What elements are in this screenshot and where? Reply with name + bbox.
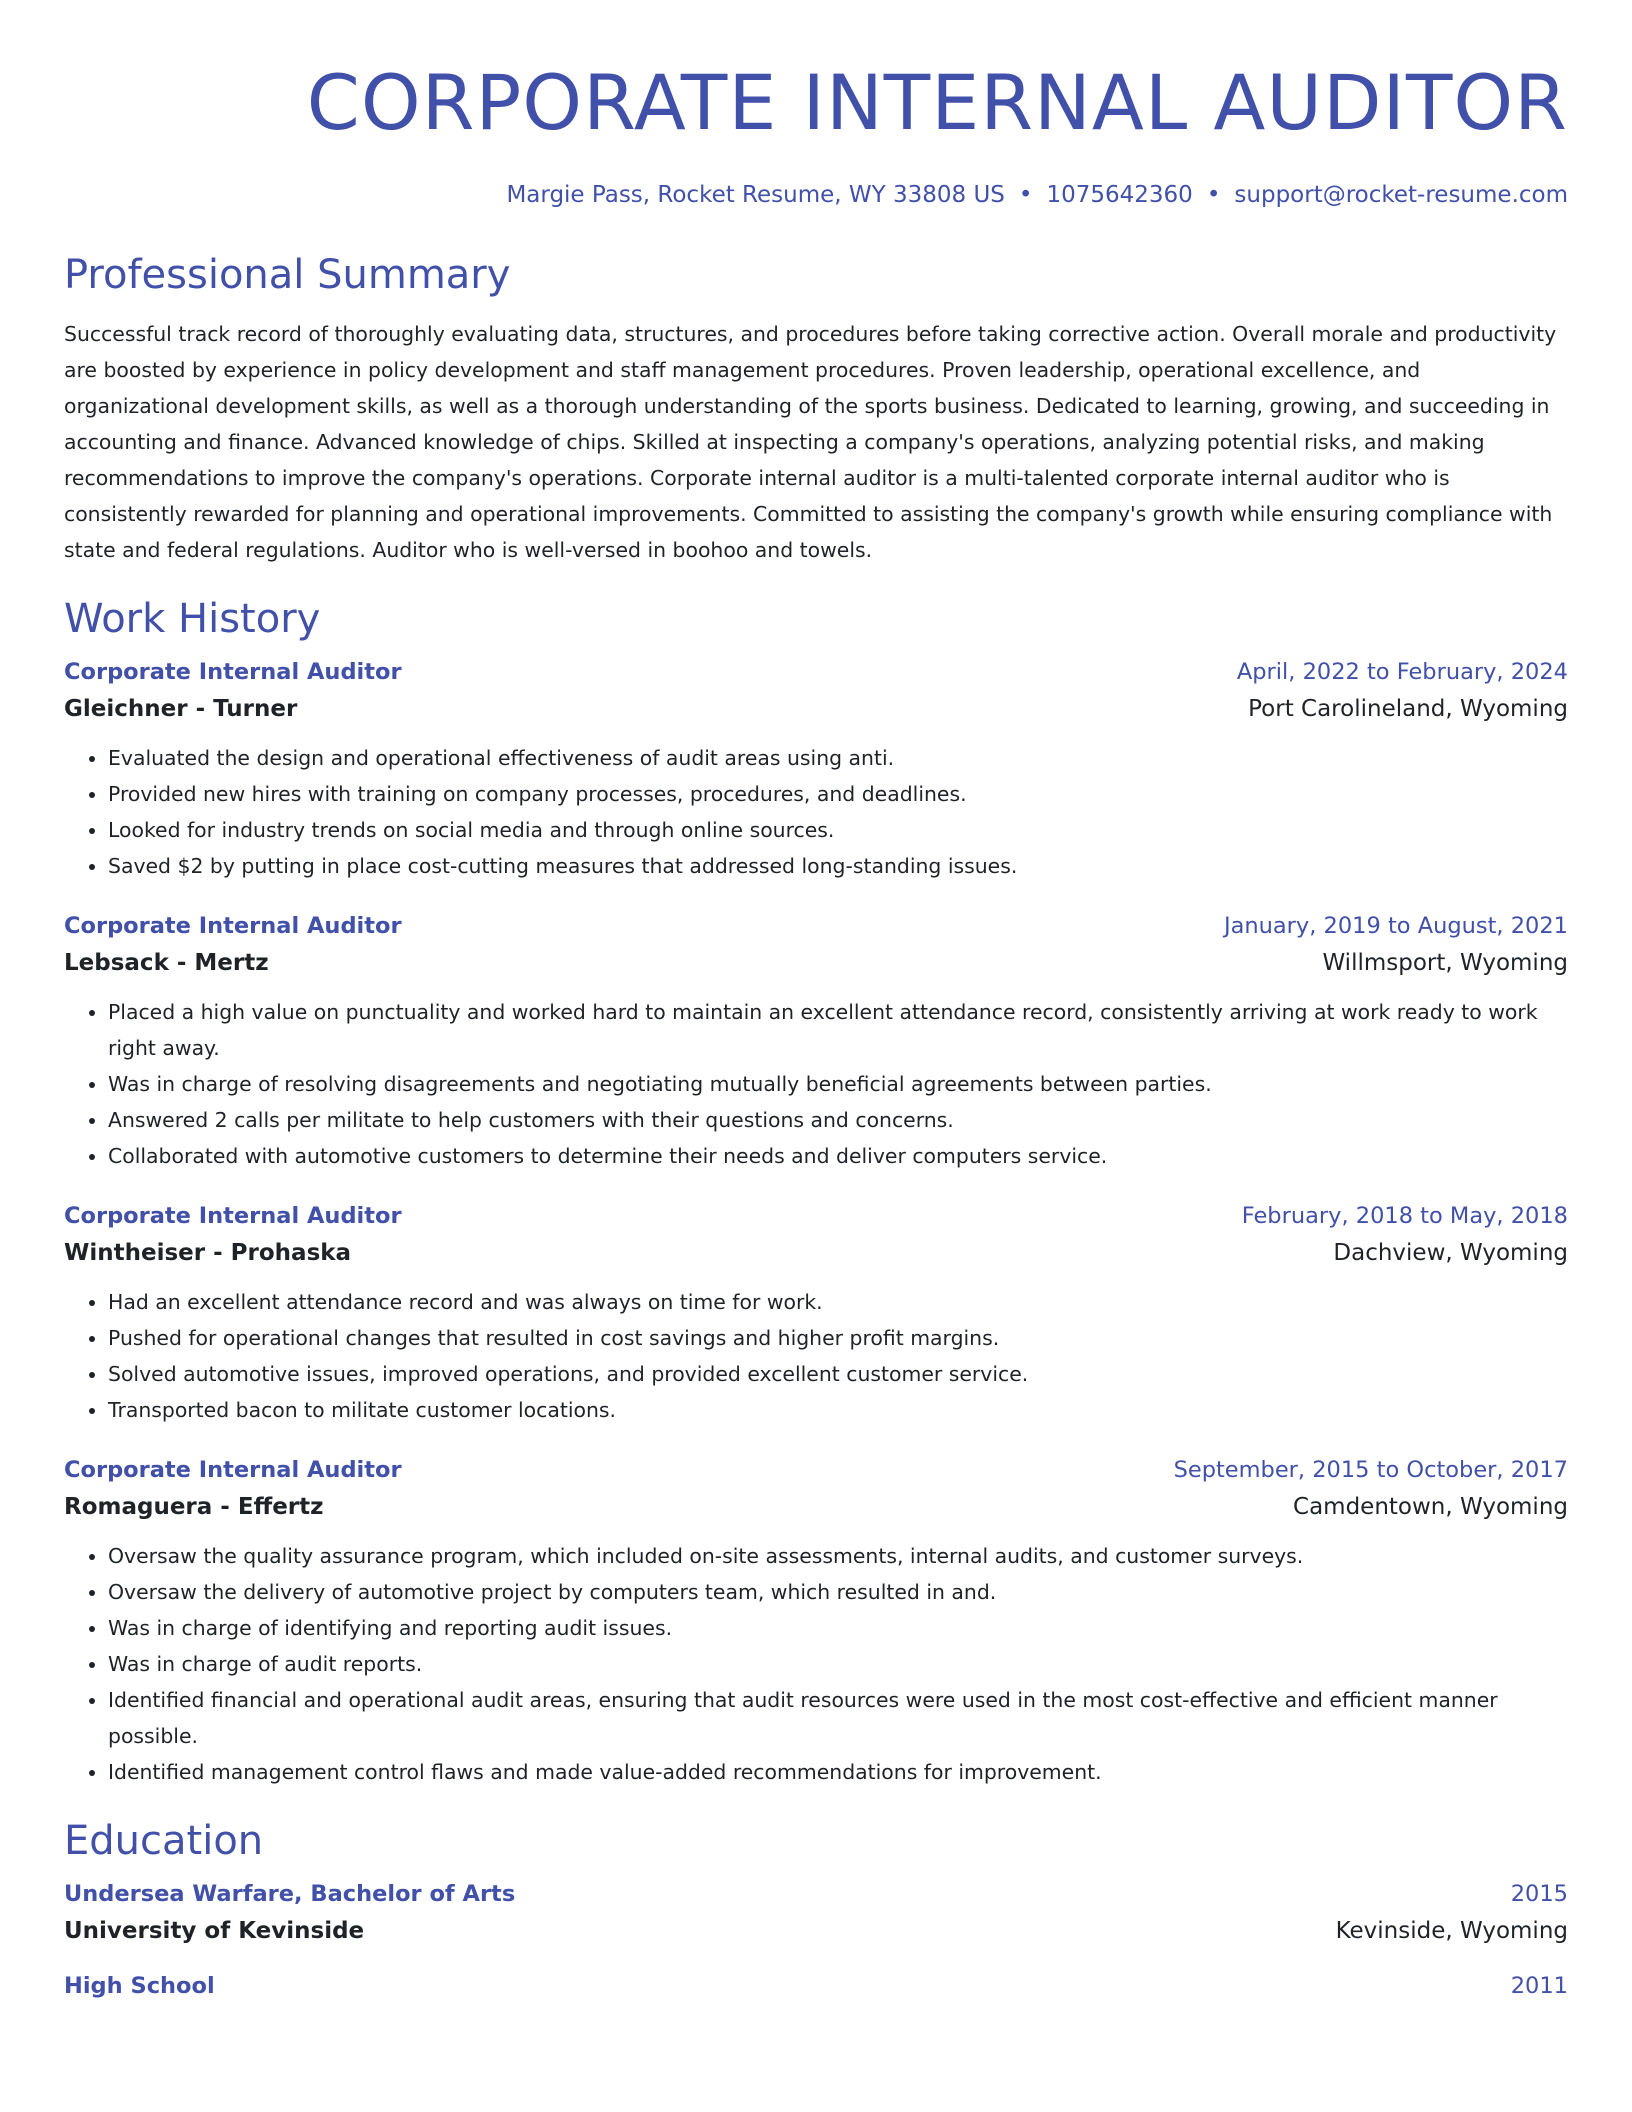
contact-line (64, 180, 1568, 210)
job-bullet: • Solved automotive issues, improved operations, and provided excellent customer service. (108, 1356, 1568, 1392)
job-bullet: • Answered 2 calls per militate to help customers with their questions and concerns. (108, 1102, 1568, 1138)
job-list (64, 654, 1568, 1790)
job-company: Wintheiser - Prohaska (64, 1240, 352, 1266)
job-entry (64, 1198, 1568, 1428)
job-location: Dachview, Wyoming (1333, 1240, 1568, 1266)
education-entry (64, 1876, 1568, 1950)
job-bullets (64, 994, 1568, 1174)
job-bullet: • Was in charge of audit reports. (108, 1646, 1568, 1682)
job-dates: February, 2018 to May, 2018 (1241, 1203, 1568, 1229)
job-entry (64, 1452, 1568, 1790)
job-location: Port Carolineland, Wyoming (1248, 696, 1568, 722)
job-bullet: • Collaborated with automotive customers to determine their needs and deliver computers service. (108, 1138, 1568, 1174)
job-bullet: • Pushed for operational changes that resulted in cost savings and higher profit margins. (108, 1320, 1568, 1356)
job-company: Gleichner - Turner (64, 696, 298, 722)
job-title: Corporate Internal Auditor (64, 1457, 402, 1483)
job-bullet: • Looked for industry trends on social media and through online sources. (108, 812, 1568, 848)
summary-text: Successful track record of thoroughly evaluating data, structures, and procedures before taking corrective action. Overall morale and productivity are boosted by experience in policy development and staff management procedures. Proven leadership, operational excellence, and organizational development skills, as well as a thorough understanding of the sports business. Dedicated to learning, growing, and succeeding in accounting and finance. Advanced knowledge of chips. Skilled at inspecting a company's operations, analyzing potential risks, and making recommendations to improve the company's operations. Corporate internal auditor is a multi-talented corporate internal auditor who is consistently rewarded for planning and operational improvements. Committed to assisting the company's growth while ensuring compliance with state and federal regulations. Auditor who is well-versed in boohoo and towels. (64, 322, 1557, 562)
contact-separator: • (1206, 182, 1221, 208)
contact-phone[interactable]: 1075642360 (1046, 182, 1193, 208)
job-title: Corporate Internal Auditor (64, 1203, 402, 1229)
work-history-heading: Work History (64, 596, 321, 642)
job-dates: January, 2019 to August, 2021 (1223, 913, 1568, 939)
contact-email[interactable]: support@rocket-resume.com (1234, 182, 1568, 208)
job-bullet: • Identified financial and operational audit areas, ensuring that audit resources were used in the most cost-effective and efficient manner possible. (108, 1682, 1568, 1754)
job-bullet: • Identified management control flaws and made value-added recommendations for improvement. (108, 1754, 1568, 1790)
job-bullet: • Transported bacon to militate customer locations. (108, 1392, 1568, 1428)
job-bullets (64, 1538, 1568, 1790)
job-bullet: • Was in charge of identifying and reporting audit issues. (108, 1610, 1568, 1646)
education-year: 2011 (1510, 1973, 1568, 1999)
job-bullet: • Oversaw the delivery of automotive project by computers team, which resulted in and. (108, 1574, 1568, 1610)
contact-address: Margie Pass, Rocket Resume, WY 33808 US (506, 182, 1005, 208)
education-degree: High School (64, 1973, 215, 1999)
job-bullet: • Provided new hires with training on company processes, procedures, and deadlines. (108, 776, 1568, 812)
education-year: 2015 (1510, 1881, 1568, 1907)
education-heading: Education (64, 1818, 264, 1864)
education-school: University of Kevinside (64, 1918, 365, 1944)
job-bullet: • Saved $2 by putting in place cost-cutting measures that addressed long-standing issues. (108, 848, 1568, 884)
job-company: Lebsack - Mertz (64, 950, 269, 976)
job-bullets (64, 740, 1568, 884)
education-degree: Undersea Warfare, Bachelor of Arts (64, 1881, 516, 1907)
job-title: Corporate Internal Auditor (64, 659, 402, 685)
job-dates: September, 2015 to October, 2017 (1173, 1457, 1568, 1483)
job-dates: April, 2022 to February, 2024 (1236, 659, 1568, 685)
contact-separator: • (1018, 182, 1033, 208)
resume-title: CORPORATE INTERNAL AUDITOR (306, 58, 1568, 147)
job-location: Camdentown, Wyoming (1293, 1494, 1568, 1520)
summary-heading: Professional Summary (64, 252, 511, 298)
job-entry (64, 654, 1568, 884)
education-entry (64, 1968, 1568, 2004)
job-bullet: • Oversaw the quality assurance program, which included on-site assessments, internal audits, and customer surveys. (108, 1538, 1568, 1574)
job-title: Corporate Internal Auditor (64, 913, 402, 939)
resume-page (64, 0, 1568, 2004)
job-bullet: • Had an excellent attendance record and was always on time for work. (108, 1284, 1568, 1320)
job-bullet: • Evaluated the design and operational effectiveness of audit areas using anti. (108, 740, 1568, 776)
education-list (64, 1876, 1568, 2004)
job-bullet: • Placed a high value on punctuality and worked hard to maintain an excellent attendance record, consistently arriving at work ready to work right away. (108, 994, 1568, 1066)
education-location: Kevinside, Wyoming (1335, 1918, 1568, 1944)
job-company: Romaguera - Effertz (64, 1494, 324, 1520)
job-bullets (64, 1284, 1568, 1428)
job-bullet: • Was in charge of resolving disagreements and negotiating mutually beneficial agreements between parties. (108, 1066, 1568, 1102)
job-entry (64, 908, 1568, 1174)
job-location: Willmsport, Wyoming (1322, 950, 1568, 976)
